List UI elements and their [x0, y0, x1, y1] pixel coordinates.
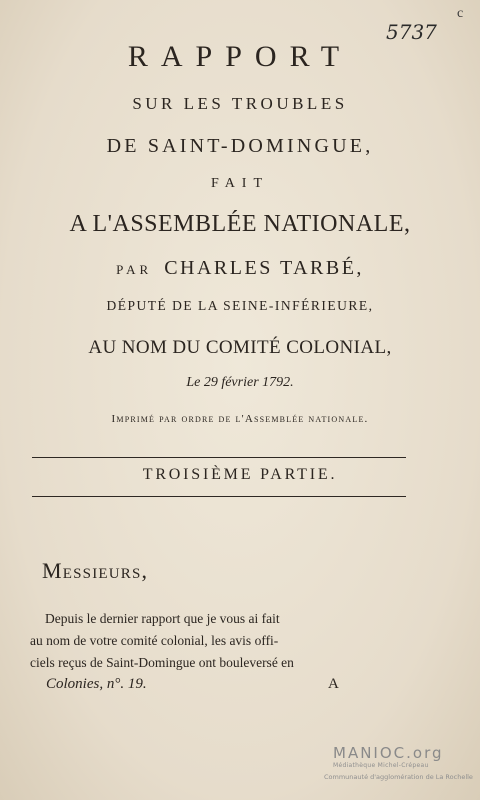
part-heading: TROISIÈME PARTIE.: [142, 466, 338, 483]
subtitle-line-2: DE SAINT-DOMINGUE,: [106, 135, 374, 157]
fait-line: FAIT: [210, 176, 270, 191]
assembly-line: A L'ASSEMBLÉE NATIONALE,: [69, 211, 411, 237]
document-title: RAPPORT: [127, 40, 353, 73]
imprime-line: Imprimé par ordre de l'Assemblée nationale.: [111, 413, 369, 425]
author-name: CHARLES TARBÉ,: [164, 257, 364, 279]
comite-line: AU NOM DU COMITÉ COLONIAL,: [88, 337, 392, 358]
library-community: Communauté d'agglomération de La Rochelle: [324, 773, 473, 781]
paragraph-line: ciels reçus de Saint-Domingue ont bouleversé en: [30, 655, 294, 670]
par-prefix: PAR: [116, 262, 153, 277]
bottom-rule: [32, 496, 406, 497]
handwritten-shelfmark: 5737: [386, 20, 437, 44]
paragraph-line: au nom de votre comité colonial, les avis offi-: [30, 633, 279, 648]
depute-line: DÉPUTÉ DE LA SEINE-INFÉRIEURE,: [106, 298, 374, 313]
corner-mark: c: [457, 6, 464, 21]
library-logo: MANIOC.org: [333, 744, 444, 762]
body-paragraph: [30, 608, 416, 674]
subtitle-line-1: SUR LES TROUBLES: [132, 94, 348, 113]
paragraph-line: Depuis le dernier rapport que je vous ai fait: [45, 611, 280, 626]
author-line: [0, 257, 480, 280]
library-name: Médiathèque Michel-Crépeau: [333, 762, 429, 769]
signature-mark: Colonies, n°. 19.: [46, 676, 147, 692]
signature-letter: A: [328, 676, 339, 692]
date-line: Le 29 février 1792.: [186, 375, 294, 390]
top-rule: [32, 457, 406, 458]
salutation: Messieurs,: [42, 558, 149, 583]
